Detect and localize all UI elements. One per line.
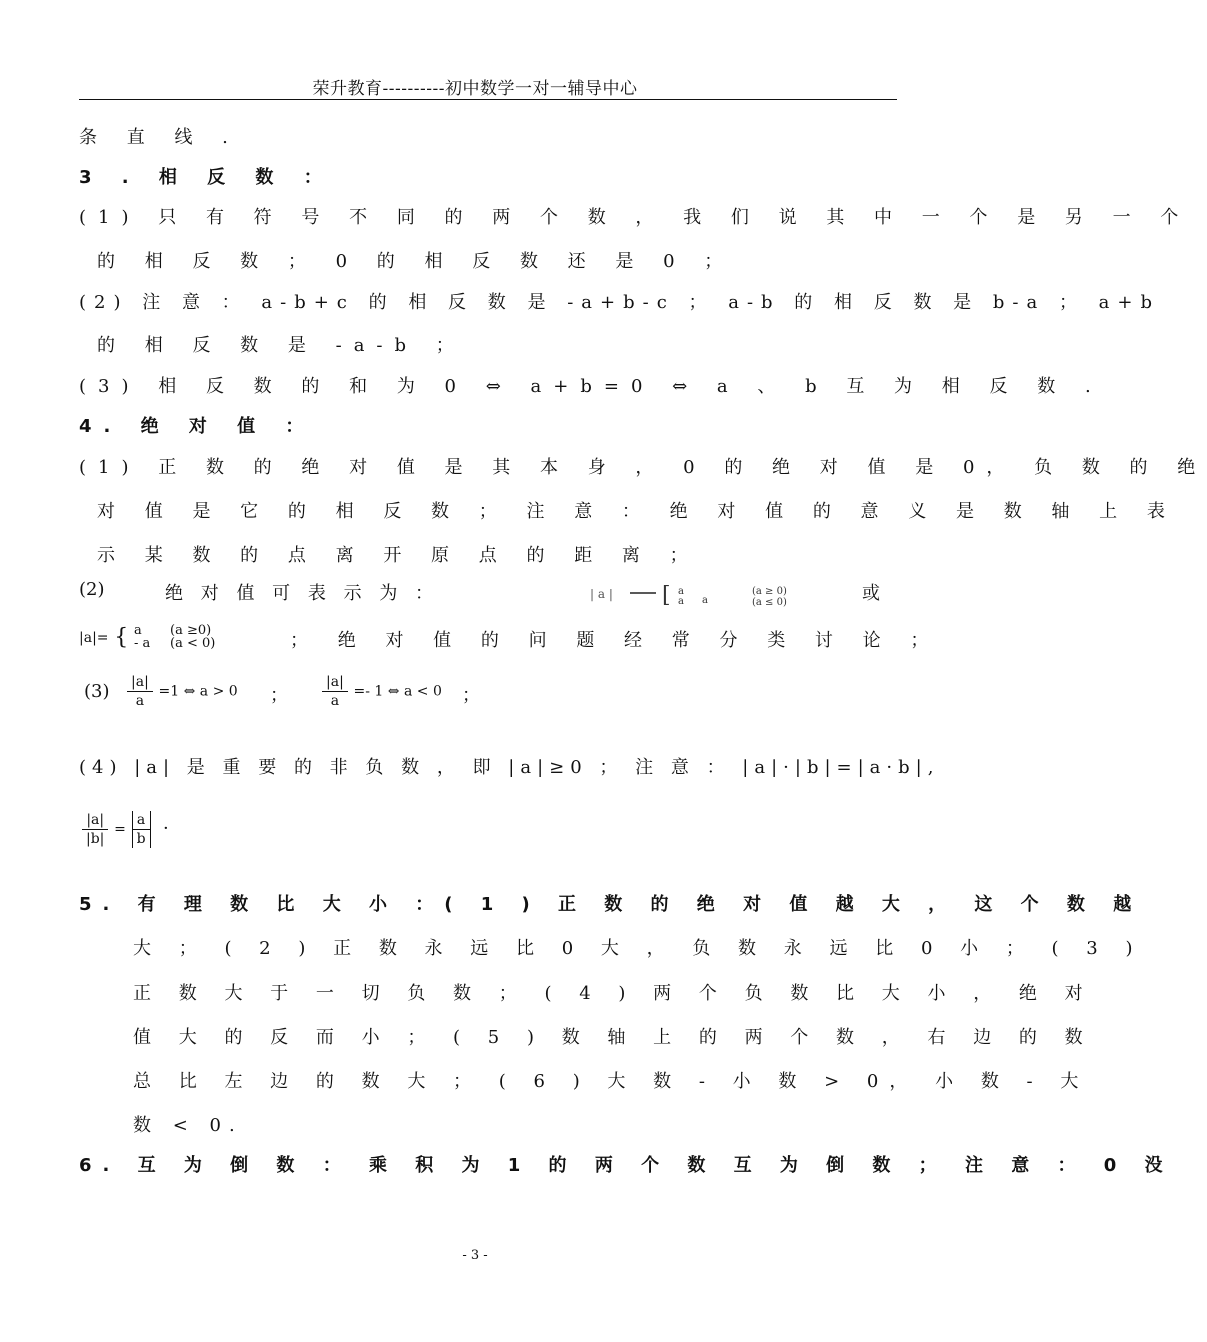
piecewise-formula — [79, 624, 215, 650]
text-line: (1) 正 数 的 绝 对 值 是 其 本 身 ， 0 的 绝 对 值 是 0， 负 数 的 绝 — [79, 457, 1207, 478]
svg-text:[: [ — [662, 583, 671, 608]
text-line: 条 直 线 . — [79, 127, 240, 148]
text-line: 或 — [862, 583, 880, 604]
text-line: ； — [462, 685, 480, 706]
text-line: (4) |a| 是 重 要 的 非 负 数 ， 即 |a|≥0 ； 注 意 ： |a|·|b|=|a·b|, — [79, 757, 940, 778]
text-line: · — [163, 818, 169, 839]
section-heading: 3 . 相 反 数 ： — [79, 167, 334, 188]
text-line: 正 数 大 于 一 切 负 数 ； ( 4 ) 两 个 负 数 比 大 小 ， 绝 对 — [133, 983, 1094, 1004]
svg-text:a: a — [678, 586, 684, 597]
formula-conditions: (a ≥0) (a < 0) — [170, 623, 216, 651]
text-line: ； 绝 对 值 的 问 题 经 常 分 类 讨 论 ； — [290, 630, 941, 651]
page-header: 荣升教育----------初中数学一对一辅导中心 — [312, 79, 638, 99]
fraction-abs-a-over-abs-b: $\frac{|a|}{|b|}$ = $\frac{a}{b}$ — [82, 811, 151, 848]
formula-brace: { — [114, 624, 129, 650]
svg-text:a: a — [702, 595, 708, 606]
text-line: 总 比 左 边 的 数 大 ； ( 6 ) 大 数 - 小 数 > 0， 小 数 - 大 — [133, 1071, 1090, 1092]
section-heading: 4. 绝 对 值 ： — [79, 416, 316, 437]
text-line: (1) 只 有 符 号 不 同 的 两 个 数 ， 我 们 说 其 中 一 个 是 另 一 个 — [79, 207, 1191, 228]
text-line: (2) 注 意 ： a-b+c 的 相 反 数 是 -a+b-c ； a-b 的 相 反 数 是 b-a ； a+b — [79, 292, 1161, 313]
page-number: - 3 - — [462, 1248, 488, 1263]
text-line: 的 相 反 数 ； 0 的 相 反 数 还 是 0 ； — [97, 251, 735, 272]
section-heading: 6. 互 为 倒 数 ： 乘 积 为 1 的 两 个 数 互 为 倒 数 ； 注 意 ： 0 没 — [79, 1155, 1174, 1176]
svg-text:a: a — [678, 596, 684, 607]
text-line: 数 < 0. — [133, 1115, 243, 1136]
text-line: (3) 相 反 数 的 和 为 0 ⇔ a+b=0 ⇔ a 、 b 互 为 相 反 数 . — [79, 376, 1103, 397]
svg-text:| a |: | a | — [590, 587, 613, 601]
text-line: (2) — [79, 579, 105, 600]
text-line: 大 ； ( 2 ) 正 数 永 远 比 0 大 ， 负 数 永 远 比 0 小 ； ( 3 ) — [133, 938, 1144, 959]
formula-lhs: |a|= — [79, 630, 109, 646]
fraction-abs-a-over-a: $\frac{|a|}{a}$ =1 ⇔ a > 0 — [127, 673, 238, 710]
svg-text:(a ≤ 0): (a ≤ 0) — [752, 597, 787, 608]
text-line: 示 某 数 的 点 离 开 原 点 的 距 离 ； — [97, 545, 700, 566]
section-heading: 5. 有 理 数 比 大 小 ：( 1 ) 正 数 的 绝 对 值 越 大 ， 这 个 数 越 — [79, 894, 1143, 915]
text-line: 值 大 的 反 而 小 ； ( 5 ) 数 轴 上 的 两 个 数 ， 右 边 的 数 — [133, 1027, 1094, 1048]
text-line: ； — [270, 685, 288, 706]
text-line: (3) — [84, 681, 110, 702]
formula-cases: a - a — [133, 623, 151, 651]
svg-text:(a ≥ 0): (a ≥ 0) — [752, 586, 787, 597]
piecewise-formula-image — [590, 581, 858, 612]
header-rule — [79, 99, 897, 100]
text-line: 的 相 反 数 是 -a-b ； — [97, 335, 466, 356]
fraction-abs-a-over-a-2: $\frac{|a|}{a}$ =- 1 ⇔ a < 0 — [322, 673, 442, 710]
text-line: 对 值 是 它 的 相 反 数 ； 注 意 ： 绝 对 值 的 意 义 是 数 轴 上 表 — [97, 501, 1177, 522]
text-line: 绝 对 值 可 表 示 为 ： — [165, 583, 440, 604]
